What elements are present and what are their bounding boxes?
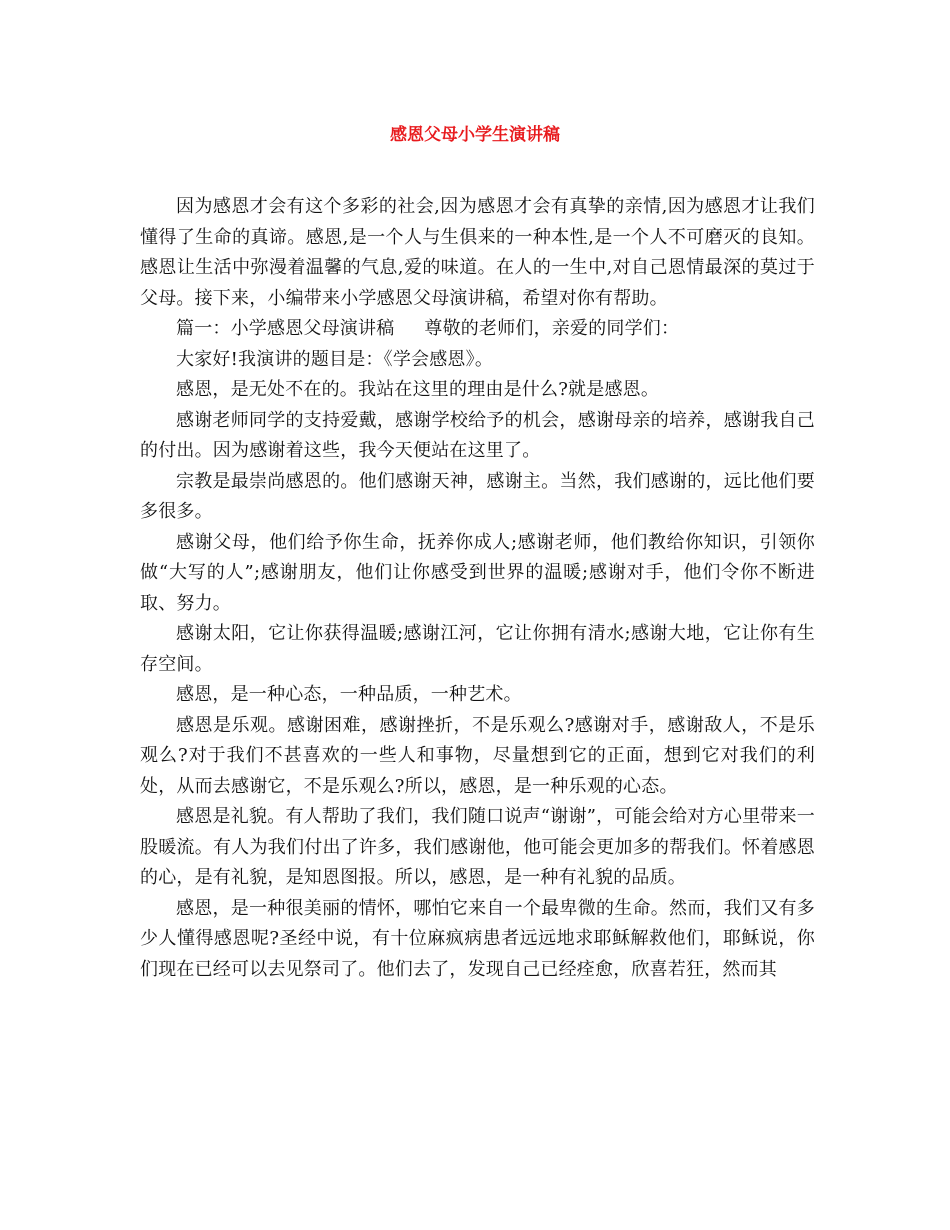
paragraph: 感谢父母，他们给予你生命，抚养你成人;感谢老师，他们教给你知识，引领你做“大写的人”;感谢朋友，他们让你感受到世界的温暖;感谢对手，他们令你不断进取、努力。: [140, 531, 815, 614]
section-heading: 篇一：小学感恩父母演讲稿: [176, 318, 395, 339]
paragraph-intro: 因为感恩才会有这个多彩的社会,因为感恩才会有真挚的亲情,因为感恩才让我们懂得了生命的真谛。感恩,是一个人与生俱来的一种本性,是一个人不可磨灭的良知。感恩让生活中弥漫着温馨的气息,爱的味道。在人的一生中,对自己恩情最深的莫过于父母。接下来，小编带来小学感恩父母演讲稿，希望对你有帮助。: [140, 196, 815, 309]
paragraph: 感恩，是无处不在的。我站在这里的理由是什么?就是感恩。: [176, 379, 660, 400]
salutation: 尊敬的老师们，亲爱的同学们：: [424, 318, 680, 339]
paragraph: 感恩是乐观。感谢困难，感谢挫折，不是乐观么?感谢对手，感谢敌人，不是乐观么?对于我们不甚喜欢的一些人和事物，尽量想到它的正面，想到它对我们的利处，从而去感谢它，不是乐观么?所以，感恩，是一种乐观的心态。: [140, 714, 815, 797]
paragraph: 感恩，是一种心态，一种品质，一种艺术。: [176, 684, 522, 705]
document-body: [140, 192, 815, 985]
paragraph: 感谢老师同学的支持爱戴，感谢学校给予的机会，感谢母亲的培养，感谢我自己的付出。因为感谢着这些，我今天便站在这里了。: [140, 409, 815, 461]
paragraph: 感恩，是一种很美丽的情怀，哪怕它来自一个最卑微的生命。然而，我们又有多少人懂得感恩呢?圣经中说，有十位麻疯病患者远远地求耶稣解救他们，耶稣说，你们现在已经可以去见祭司了。他们去了，发现自己已经痊愈，欣喜若狂，然而其: [140, 897, 815, 980]
paragraph-greeting: 大家好!我演讲的题目是：《学会感恩》。: [176, 348, 494, 370]
paragraph: 感谢太阳，它让你获得温暖;感谢江河，它让你拥有清水;感谢大地，它让你有生存空间。: [140, 623, 815, 675]
paragraph: 感恩是礼貌。有人帮助了我们，我们随口说声“谢谢”，可能会给对方心里带来一股暖流。有人为我们付出了许多，我们感谢他，他可能会更加多的帮我们。怀着感恩的心，是有礼貌，是知恩图报。所以，感恩，是一种有礼貌的品质。: [140, 806, 815, 888]
document-title: 感恩父母小学生演讲稿: [390, 125, 560, 145]
paragraph: 宗教是最崇尚感恩的。他们感谢天神，感谢主。当然，我们感谢的，远比他们要多很多。: [140, 470, 815, 522]
section-heading-line: [140, 314, 815, 345]
